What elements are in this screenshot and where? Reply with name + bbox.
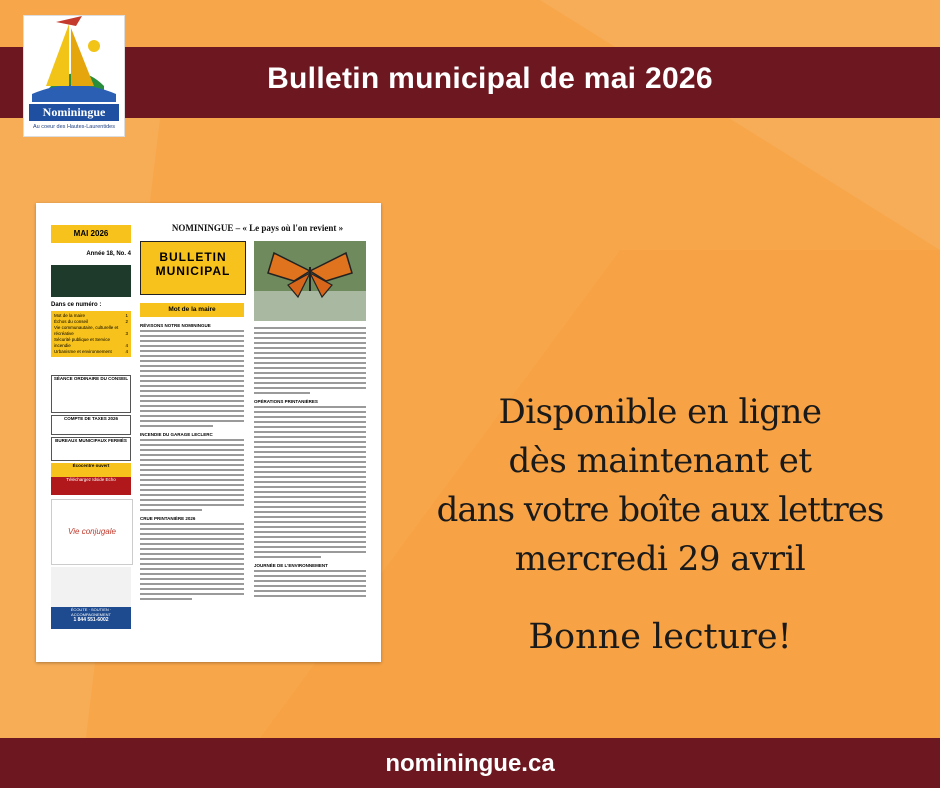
bulletin-preview[interactable] — [36, 203, 381, 662]
col-heading: CRUE PRINTANIÈRE 2026 — [140, 516, 196, 521]
notice-closed: BUREAUX MUNICIPAUX FERMÉS — [51, 437, 131, 461]
toc-item[interactable]: Urbanisme et environnement 4 — [54, 349, 128, 354]
col-heading: INCENDIE DU GARAGE LECLERC — [140, 432, 213, 437]
closing-message: Bonne lecture! — [528, 617, 792, 657]
masthead-line2: MUNICIPAL — [155, 264, 231, 278]
toc-item[interactable]: Échos du conseil 2 — [54, 319, 128, 324]
toc-box — [51, 311, 131, 357]
doc-header: NOMININGUE – « Le pays où l'on revient » — [171, 223, 344, 233]
col-heading: OPÉRATIONS PRINTANIÈRES — [254, 399, 318, 404]
toc-item[interactable]: Mot de la maire 1 — [54, 313, 128, 318]
message-line4: mercredi 29 avril — [514, 539, 806, 579]
masthead-line1: BULLETIN — [159, 250, 227, 264]
website-link[interactable]: nominingue.ca — [385, 750, 555, 777]
notice-ecocentre: Écocentre ouvert — [51, 463, 131, 483]
col-heading: JOURNÉE DE L'ENVIRONNEMENT — [254, 563, 328, 568]
notice-taxes: COMPTE DE TAXES 2026 — [51, 415, 131, 435]
message-line2: dès maintenant et — [508, 441, 812, 481]
availability-message — [400, 388, 920, 584]
sailboat-icon — [24, 16, 124, 104]
toc-item[interactable]: Sécurité publique et Service incendie 4 — [54, 337, 128, 348]
col-heading: RÉVISONS NOTRE NOMININGUE — [140, 323, 211, 328]
municipal-logo[interactable] — [24, 16, 124, 136]
notice-council: SÉANCE ORDINAIRE DU CONSEIL — [51, 375, 131, 413]
ad-ecoute — [51, 607, 131, 629]
column-right — [254, 327, 366, 600]
ad-ecoute-text: ÉCOUTE · SOUTIEN · ACCOMPAGNEMENT — [70, 607, 112, 617]
banner-title: Bulletin municipal de mai 2026 — [267, 62, 713, 95]
toc-item[interactable]: Vie communautaire, culturelle et récréative 3 — [54, 325, 128, 336]
issue-number: Année 18, No. 4 — [86, 251, 131, 257]
message-line3: dans votre boîte aux lettres — [436, 490, 884, 530]
masthead — [140, 241, 246, 295]
ad-ecoute-phone: 1 844 551-6002 — [73, 617, 109, 623]
butterfly-photo — [254, 241, 366, 321]
section-title: Mot de la maire — [140, 303, 244, 317]
logo-name: Nominingue — [29, 104, 119, 121]
sponsor-banner — [51, 265, 131, 297]
notice-app: Téléchargez Idside Echo — [51, 477, 131, 495]
month-box: MAI 2026 — [51, 225, 131, 243]
logo-tagline: Au coeur des Hautes-Laurentides — [33, 124, 115, 130]
toc-title: Dans ce numéro : — [51, 302, 102, 308]
message-line1: Disponible en ligne — [498, 392, 822, 432]
ad-vie-conjugale: Vie conjugale — [51, 499, 133, 565]
column-left — [140, 323, 244, 603]
